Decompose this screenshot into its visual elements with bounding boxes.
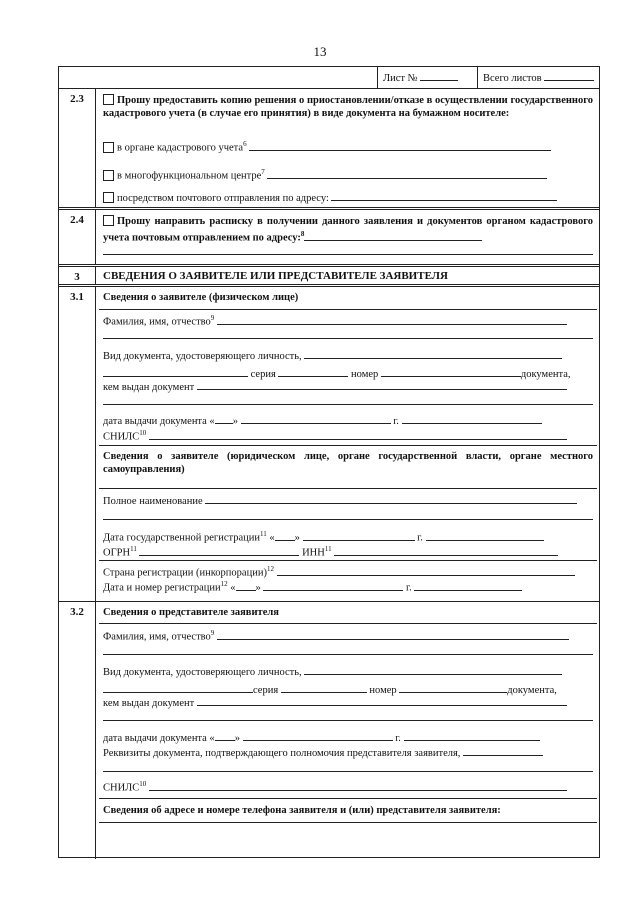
inn-label: ИНН <box>302 547 325 559</box>
mfc-field[interactable] <box>267 169 547 179</box>
doc-type-label: Вид документа, удостоверяющего личность, <box>103 667 302 678</box>
footnote-ref: 10 <box>139 429 147 437</box>
country-field[interactable] <box>277 566 575 576</box>
fio-label: Фамилия, имя, отчество <box>103 631 211 643</box>
number-label: номер <box>351 369 379 380</box>
reg-date-label: Дата государственной регистрации <box>103 532 260 544</box>
issue-date-label: дата выдачи документа « <box>103 416 215 427</box>
rep-fio-line-2[interactable] <box>103 654 593 655</box>
issued-by-line-2[interactable] <box>103 404 593 405</box>
section-2-4-text: Прошу направить расписку в получении данного заявления и документов органом кадастрового учета почтовым отправлением по адресу: <box>103 216 593 244</box>
section-number: 2.3 <box>59 89 96 207</box>
issue-month-field[interactable] <box>241 414 391 424</box>
inn-field[interactable] <box>334 546 558 556</box>
reg-num-year-field[interactable] <box>414 581 522 591</box>
reg-month-field[interactable] <box>303 531 415 541</box>
authority-doc-label: Реквизиты документа, подтверждающего полномочия представителя заявителя, <box>103 748 461 759</box>
rep-series-field[interactable] <box>281 683 367 693</box>
quote-close: » <box>234 733 240 744</box>
section-number: 3.2 <box>59 602 96 859</box>
rep-snils-field[interactable] <box>149 781 567 791</box>
postal-checkbox[interactable] <box>103 192 114 203</box>
rep-issue-year-field[interactable] <box>404 731 540 741</box>
address-phone-title: Сведения об адресе и номере телефона заявителя и (или) представителя заявителя: <box>103 805 501 816</box>
copy-request-checkbox[interactable] <box>103 94 114 105</box>
snils-field[interactable] <box>149 430 567 440</box>
receipt-checkbox[interactable] <box>103 215 114 226</box>
individual-title: Сведения о заявителе (физическом лице) <box>103 292 299 303</box>
full-name-line-2[interactable] <box>103 519 593 520</box>
option-label: в органе кадастрового учета <box>117 142 244 154</box>
cadastral-office-checkbox[interactable] <box>103 142 114 153</box>
year-label: г. <box>393 416 399 427</box>
year-label: г. <box>417 532 423 544</box>
ogrn-label: ОГРН <box>103 547 131 559</box>
doc-type-label: Вид документа, удостоверяющего личность, <box>103 351 302 362</box>
issued-by-label: кем выдан документ <box>103 382 195 393</box>
legal-entity-title: Сведения о заявителе (юридическом лице, органе государственной власти, органе местного самоуправления) <box>103 451 593 475</box>
fio-line-2[interactable] <box>103 338 593 339</box>
footnote-ref: 11 <box>130 545 137 553</box>
rep-issued-by-line-2[interactable] <box>103 720 593 721</box>
section-2-3-text: Прошу предоставить копию решения о приостановлении/отказе в осуществлении государственного кадастрового учета (в случае его принятия) в виде документа на бумажном носителе: <box>103 95 593 119</box>
rep-number-field[interactable] <box>399 683 507 693</box>
number-label: номер <box>369 685 397 696</box>
doc-word: документа, <box>507 685 557 696</box>
footnote-ref: 10 <box>139 780 147 788</box>
option-label: посредством почтового отправления по адресу: <box>117 193 329 204</box>
footnote-ref: 8 <box>300 230 305 238</box>
number-field[interactable] <box>381 367 521 377</box>
year-label: г. <box>406 582 412 594</box>
series-label: серия <box>250 369 276 380</box>
snils-label: СНИЛС <box>103 782 140 794</box>
reg-year-field[interactable] <box>426 531 544 541</box>
issued-by-label: кем выдан документ <box>103 698 195 709</box>
issued-by-field[interactable] <box>197 380 567 390</box>
issue-day-field[interactable] <box>215 414 233 424</box>
total-sheets-label: Всего листов <box>483 73 542 84</box>
series-label: серия <box>253 685 279 696</box>
cadastral-office-field[interactable] <box>249 141 551 151</box>
rep-fio-field[interactable] <box>217 630 569 640</box>
fio-field[interactable] <box>217 315 567 325</box>
footnote-ref: 12 <box>220 580 228 588</box>
fio-label: Фамилия, имя, отчество <box>103 316 211 328</box>
reg-num-month-field[interactable] <box>263 581 403 591</box>
issue-year-field[interactable] <box>402 414 542 424</box>
application-form <box>58 66 600 858</box>
receipt-address-field[interactable] <box>304 231 482 241</box>
footnote-ref: 11 <box>260 530 267 538</box>
series-field[interactable] <box>278 367 348 377</box>
representative-title: Сведения о представителе заявителя <box>103 607 279 618</box>
address-phone-field[interactable] <box>99 823 597 859</box>
section-3-header <box>59 267 599 287</box>
footnote-ref: 9 <box>210 314 215 322</box>
full-name-label: Полное наименование <box>103 496 203 507</box>
footnote-ref: 6 <box>243 140 247 148</box>
section-3-1: 3.1 Сведения о заявителе (физическом лице) Фамилия, имя, отчество$^9$ Вид документа, удостоверяющего личность, серия номер документа, кем выдан документ дата выдачи документа « » г. СНИЛС$^{10}$ Сведения о заявителе (юридическом лице, органе государственной власти, органе местного самоуправления) Полное наименование Дата государственной регистрации$^{11}$ « » г. ОГРН$^{11}$ ИНН$^{11}$ Страна регистрации (инкорпорации)$^{12}$ Дата и номер регистрации$^{12}$ « » г. <box>59 287 599 602</box>
postal-address-field[interactable] <box>331 191 557 201</box>
reg-num-day-field[interactable] <box>236 581 256 591</box>
section-number: 3 <box>59 267 96 284</box>
quote-close: » <box>232 416 238 427</box>
sheet-number-field[interactable] <box>420 71 458 81</box>
full-name-field[interactable] <box>205 494 577 504</box>
section-2-4 <box>59 210 599 267</box>
authority-doc-field[interactable] <box>463 746 543 756</box>
rep-issued-by-field[interactable] <box>197 696 567 706</box>
section-number: 2.4 <box>59 210 96 264</box>
section-3-2 <box>59 602 599 859</box>
section-number: 3.1 <box>59 287 96 601</box>
doc-word: документа, <box>520 369 571 380</box>
page-number: 13 <box>313 44 327 59</box>
footnote-ref: 9 <box>210 629 215 637</box>
section-3-title: СВЕДЕНИЯ О ЗАЯВИТЕЛЕ ИЛИ ПРЕДСТАВИТЕЛЕ ЗАЯВИТЕЛЯ <box>103 270 448 282</box>
year-label: г. <box>395 733 401 744</box>
rep-doc-type-field[interactable] <box>304 665 562 675</box>
doc-type-field[interactable] <box>304 349 562 359</box>
reg-day-field[interactable] <box>275 531 295 541</box>
receipt-address-line-2[interactable] <box>103 254 593 255</box>
sheet-number-label: Лист № <box>383 73 418 84</box>
authority-doc-line-2[interactable] <box>103 771 593 772</box>
rep-issue-month-field[interactable] <box>243 731 393 741</box>
reg-num-label: Дата и номер регистрации <box>103 582 221 594</box>
sheet-header-row <box>59 67 599 89</box>
option-label: в многофункциональном центре <box>117 170 262 182</box>
rep-doc-type-cont-field[interactable] <box>103 683 253 693</box>
ogrn-field[interactable] <box>139 546 299 556</box>
section-2-3 <box>59 89 599 210</box>
doc-type-cont-field[interactable] <box>103 367 248 377</box>
mfc-checkbox[interactable] <box>103 170 114 181</box>
snils-label: СНИЛС <box>103 431 140 443</box>
footnote-ref: 11 <box>324 545 332 553</box>
issue-date-label: дата выдачи документа « <box>103 733 215 744</box>
footnote-ref: 12 <box>266 565 274 573</box>
total-sheets-field[interactable] <box>544 71 594 81</box>
country-label: Страна регистрации (инкорпорации) <box>103 567 267 579</box>
footnote-ref: 7 <box>261 168 265 176</box>
rep-issue-day-field[interactable] <box>215 731 235 741</box>
